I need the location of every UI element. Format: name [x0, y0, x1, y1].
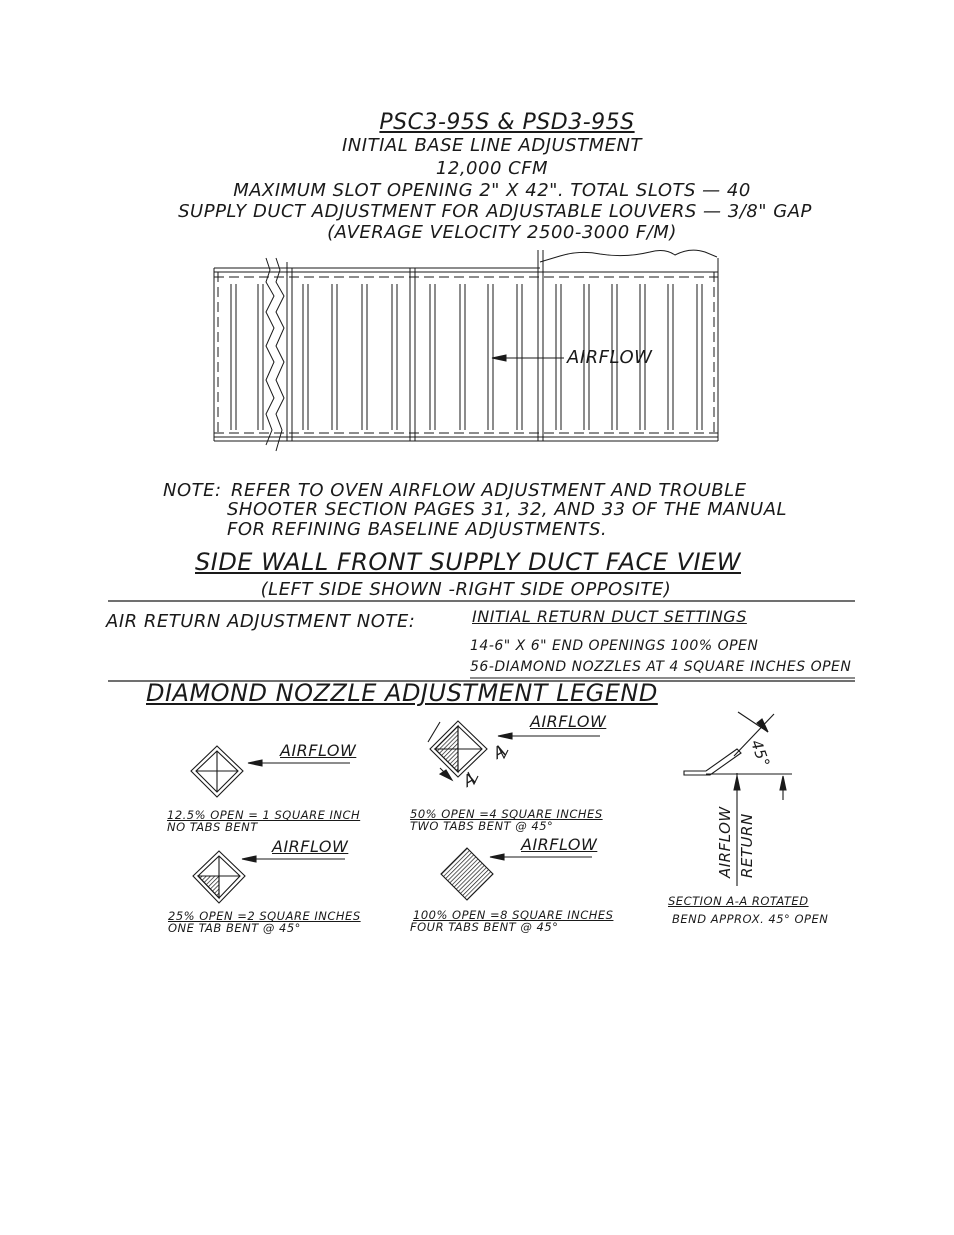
side-wall-view-subtitle: (LEFT SIDE SHOWN -RIGHT SIDE OPPOSITE): [260, 579, 672, 600]
section-a-a-caption: BEND APPROX. 45° OPEN: [672, 912, 829, 926]
slot-opening-spec: MAXIMUM SLOT OPENING 2" X 42". TOTAL SLOTS — 40: [233, 180, 751, 201]
legend-100-percent-line-1: 100% OPEN =8 SQUARE INCHES: [413, 908, 614, 922]
legend-100-percent-line-2: FOUR TABS BENT @ 45°: [410, 920, 559, 934]
legend-12-5-percent-line-2: NO TABS BENT: [167, 820, 258, 834]
section-airflow-label: AIRFLOW: [716, 806, 734, 878]
return-duct-settings-heading: INITIAL RETURN DUCT SETTINGS: [472, 607, 747, 626]
legend-title: DIAMOND NOZZLE ADJUSTMENT LEGEND: [146, 679, 658, 707]
cfm-rating: 12,000 CFM: [435, 158, 549, 179]
note-line-2: SHOOTER SECTION PAGES 31, 32, AND 33 OF THE MANUAL: [227, 499, 788, 520]
supply-duct-spec: SUPPLY DUCT ADJUSTMENT FOR ADJUSTABLE LOUVERS — 3/8" GAP: [178, 201, 812, 222]
legend-airflow-label: AIRFLOW: [280, 741, 357, 760]
section-return-label: RETURN: [738, 813, 756, 878]
note-line-3: FOR REFINING BASELINE ADJUSTMENTS.: [227, 519, 608, 540]
airflow-label: AIRFLOW: [567, 347, 653, 368]
legend-50-percent-line-2: TWO TABS BENT @ 45°: [410, 819, 554, 833]
average-velocity: (AVERAGE VELOCITY 2500-3000 F/M): [327, 222, 677, 243]
nozzle-25-percent-diagram: [193, 851, 345, 903]
drawing-title: PSC3-95S & PSD3-95S: [379, 110, 635, 135]
side-wall-view-title: SIDE WALL FRONT SUPPLY DUCT FACE VIEW: [195, 548, 741, 576]
legend-25-percent-line-1: 25% OPEN =2 SQUARE INCHES: [168, 909, 361, 923]
legend-12-5-percent-line-1: 12.5% OPEN = 1 SQUARE INCH: [167, 808, 361, 822]
section-marker-a: A: [459, 768, 480, 791]
nozzle-100-percent-diagram: [441, 848, 592, 900]
airflow-arrow: [492, 355, 564, 361]
legend-airflow-label: AIRFLOW: [530, 712, 607, 731]
return-setting-end-openings: 14-6" X 6" END OPENINGS 100% OPEN: [470, 638, 759, 654]
return-setting-diamond-nozzles: 56-DIAMOND NOZZLES AT 4 SQUARE INCHES OPEN: [470, 659, 852, 675]
note-line-1: REFER TO OVEN AIRFLOW ADJUSTMENT AND TROUBLE: [231, 480, 747, 501]
section-a-a-title: SECTION A-A ROTATED: [668, 894, 809, 908]
bend-angle-label: 45°: [746, 737, 774, 770]
adjustment-subtitle: INITIAL BASE LINE ADJUSTMENT: [342, 135, 642, 156]
legend-25-percent-line-2: ONE TAB BENT @ 45°: [168, 921, 301, 935]
legend-50-percent-line-1: 50% OPEN =4 SQUARE INCHES: [410, 807, 603, 821]
note-prefix: NOTE:: [163, 480, 222, 501]
legend-airflow-label: AIRFLOW: [272, 837, 349, 856]
legend-airflow-label: AIRFLOW: [521, 835, 598, 854]
section-marker-a: A: [489, 740, 510, 763]
air-return-note-label: AIR RETURN ADJUSTMENT NOTE:: [106, 611, 416, 632]
